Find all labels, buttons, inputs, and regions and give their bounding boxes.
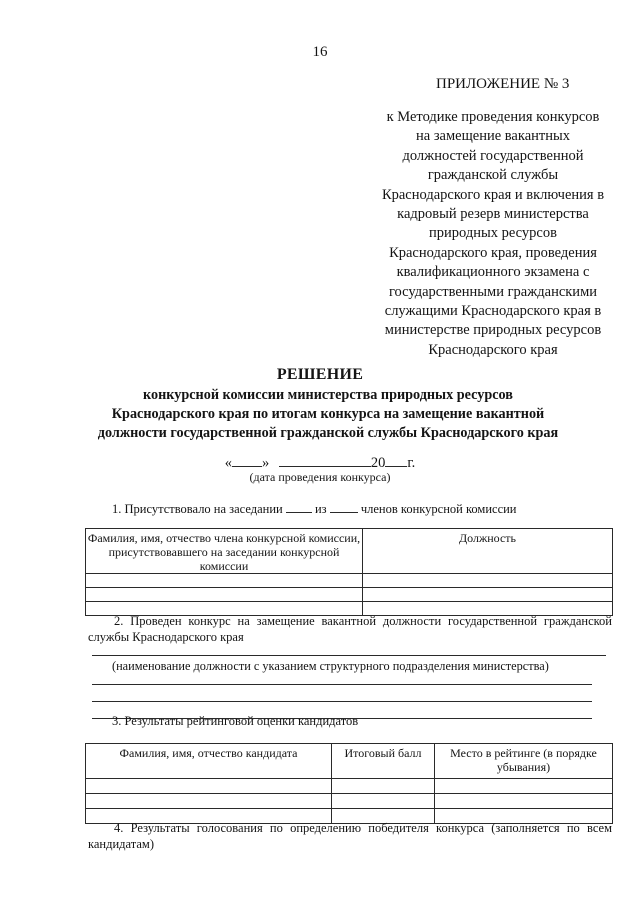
table-row <box>86 794 613 809</box>
item-1-prefix: 1. Присутствовало на заседании <box>112 502 283 516</box>
appendix-description <box>362 108 624 360</box>
appendix-line: квалификационного экзамена с <box>396 264 590 281</box>
page-number: 16 <box>312 44 328 60</box>
appendix-line: Краснодарского края и включения в <box>381 186 605 203</box>
appendix-line: Краснодарского края, проведения <box>389 244 597 261</box>
date-close-quote: » <box>261 455 270 471</box>
appendix-title: ПРИЛОЖЕНИЕ № 3 <box>436 76 570 92</box>
table-cell[interactable] <box>86 574 363 588</box>
item-4: 4. Результаты голосования по определению победителя конкурса (заполняется по всем кандидатам) <box>88 821 612 851</box>
table-cell[interactable] <box>86 588 363 602</box>
year-blank[interactable] <box>385 455 407 467</box>
position-name-caption: (наименование должности с указанием структурного подразделения министерства) <box>112 659 549 673</box>
appendix-line: природных ресурсов <box>429 225 557 242</box>
table-header-row <box>86 744 613 779</box>
month-blank[interactable] <box>279 455 371 467</box>
table-cell[interactable] <box>86 779 332 794</box>
date-caption: (дата проведения конкурса) <box>249 470 391 484</box>
commission-members-table <box>85 528 613 616</box>
appendix-line: Краснодарского края <box>428 341 558 358</box>
rating-table <box>85 743 613 824</box>
table-cell[interactable] <box>363 588 613 602</box>
year-suffix: г. <box>407 455 416 471</box>
table-cell[interactable] <box>86 794 332 809</box>
item-1-suffix: членов конкурсной комиссии <box>360 502 517 516</box>
header-member-name: Фамилия, имя, отчество члена конкурсной комиссии, присутствовавшего на заседании конкурсной комиссии <box>86 529 363 574</box>
total-count-blank[interactable] <box>330 501 358 513</box>
appendix-line: кадровый резерв министерства <box>397 206 589 223</box>
table-cell[interactable] <box>435 794 613 809</box>
item-1 <box>112 501 517 517</box>
appendix-line: служащими Краснодарского края в <box>384 303 602 320</box>
item-1-mid: из <box>314 502 327 516</box>
header-candidate-name: Фамилия, имя, отчество кандидата <box>86 744 332 779</box>
header-position: Должность <box>363 529 613 574</box>
decision-subtitle-line: Краснодарского края по итогам конкурса на замещение вакантной <box>111 406 545 422</box>
position-name-line[interactable] <box>92 655 606 656</box>
header-rating-place: Место в рейтинге (в порядке убывания) <box>435 744 613 779</box>
appendix-line: к Методике проведения конкурсов <box>386 109 600 125</box>
appendix-line: на замещение вакантных <box>416 128 570 145</box>
table-row <box>86 588 613 602</box>
blank-line[interactable] <box>92 701 592 702</box>
appendix-line: министерстве природных ресурсов <box>384 322 602 339</box>
item-2: 2. Проведен конкурс на замещение вакантной должности государственной гражданской службы Краснодарского края <box>88 614 612 644</box>
appendix-line: должностей государственной <box>402 147 584 164</box>
blank-line[interactable] <box>92 684 592 685</box>
present-count-blank[interactable] <box>286 501 312 513</box>
decision-subtitle-line: конкурсной комиссии министерства природных ресурсов <box>143 387 513 403</box>
table-cell[interactable] <box>332 794 435 809</box>
table-row <box>86 574 613 588</box>
decision-subtitle-line: должности государственной гражданской службы Краснодарского края <box>97 425 559 441</box>
appendix-line: гражданской службы <box>427 167 559 184</box>
date-open-quote: « <box>224 455 232 471</box>
year-prefix: 20 <box>370 455 386 471</box>
header-final-score: Итоговый балл <box>332 744 435 779</box>
appendix-line: государственными гражданскими <box>388 283 598 300</box>
table-cell[interactable] <box>332 779 435 794</box>
decision-subtitle <box>78 386 578 443</box>
day-blank[interactable] <box>232 455 262 467</box>
item-3: 3. Результаты рейтинговой оценки кандидатов <box>112 714 359 728</box>
table-cell[interactable] <box>435 779 613 794</box>
table-cell[interactable] <box>363 574 613 588</box>
table-header-row <box>86 529 613 574</box>
decision-title: РЕШЕНИЕ <box>276 366 364 383</box>
table-row <box>86 779 613 794</box>
